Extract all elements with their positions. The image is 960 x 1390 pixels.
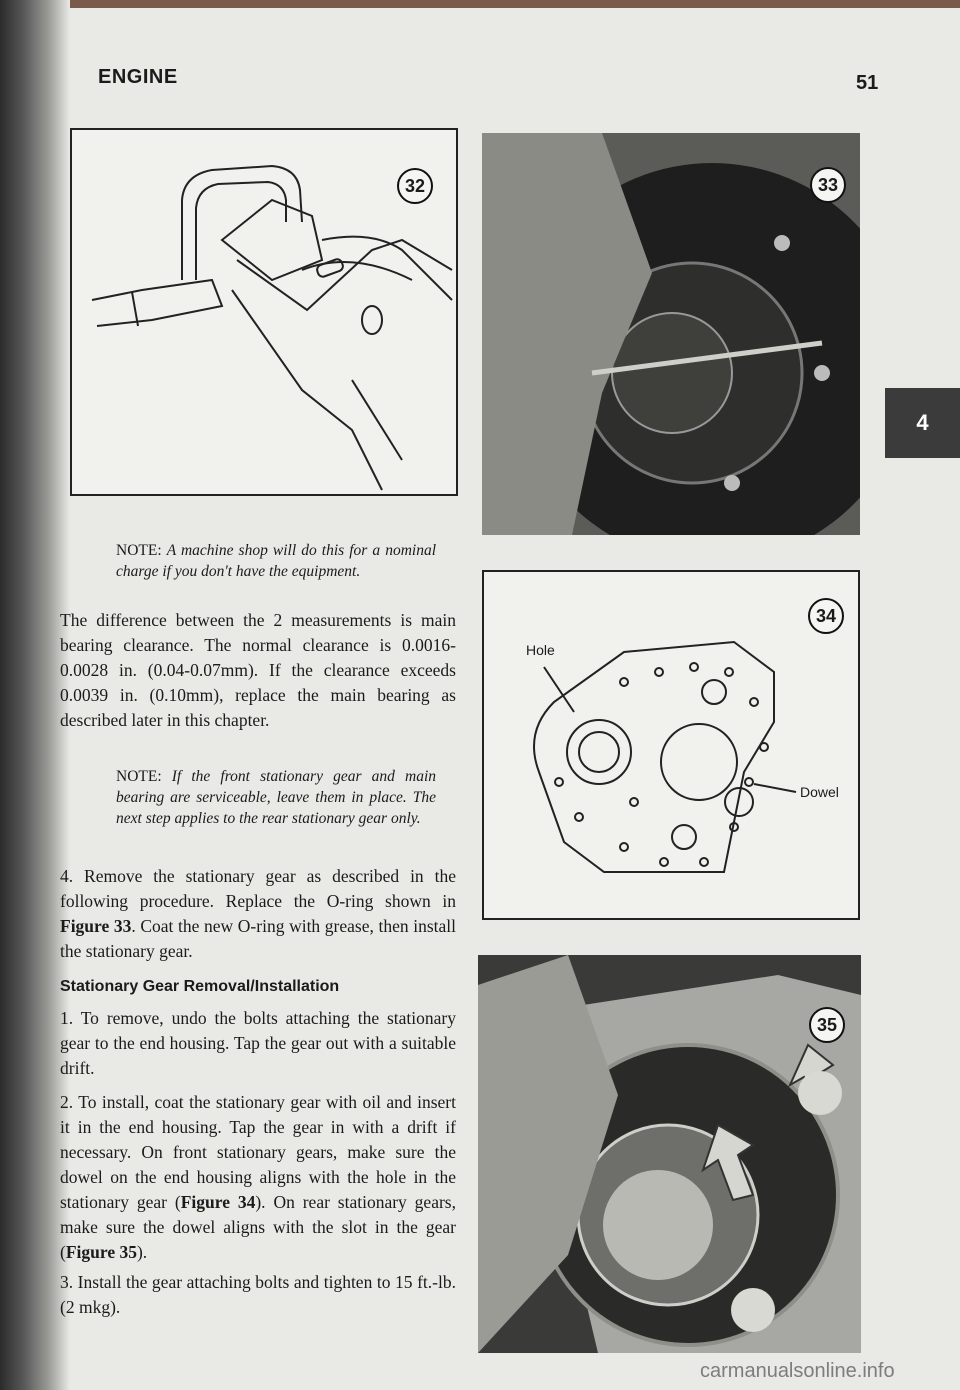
label-dowel: Dowel <box>800 784 839 800</box>
step-2-text-a: 2. To install, coat the stationary gear with oil and insert it in the end housing. Tap the gear in with a drift if necessary. On front stationary gears, make sure the dowel on the end housing aligns with the hole in the stationary gear ( <box>60 1092 456 1212</box>
note-1-label: NOTE: <box>116 542 162 559</box>
paragraph-clearance: The difference between the 2 measurements is main bearing clearance. The normal clearance is 0.0016-0.0028 in. (0.04-0.07mm). If the clearance exceeds 0.0039 in. (0.10mm), replace the main bearing as described later in this chapter. <box>60 610 456 730</box>
note-1 <box>116 540 436 582</box>
step-4 <box>60 864 456 964</box>
figure-34-number: 34 <box>808 598 844 634</box>
step-1: 1. To remove, undo the bolts attaching the stationary gear to the end housing. Tap the gear out with a suitable drift. <box>60 1008 456 1078</box>
step-2-figure-ref-34: Figure 34 <box>180 1192 256 1212</box>
note-2-body: If the front stationary gear and main bearing are serviceable, leave them in place. The next step applies to the rear stationary gear only. <box>116 768 437 827</box>
section-heading: Stationary Gear Removal/Installation <box>60 978 340 995</box>
note-2-label: NOTE: <box>116 768 162 785</box>
note-1-body: A machine shop will do this for a nominal charge if you don't have the equipment. <box>116 542 437 580</box>
step-2-figure-ref-35: Figure 35 <box>65 1242 137 1262</box>
step-2-text-b: ). On rear stationary gears, make sure the dowel aligns with the slot in the gear ( <box>60 1192 456 1262</box>
top-edge <box>0 0 960 8</box>
figure-35-number: 35 <box>809 1007 845 1043</box>
label-hole: Hole <box>526 642 555 658</box>
figure-34 <box>482 570 860 920</box>
figure-32 <box>70 128 458 496</box>
step-4-text-a: 4. Remove the stationary gear as described in the following procedure. Replace the O-ring shown in <box>60 866 456 911</box>
step-3: 3. Install the gear attaching bolts and tighten to 15 ft.-lb. (2 mkg). <box>60 1272 456 1317</box>
page-number: 51 <box>856 72 879 94</box>
step-4-figure-ref: Figure 33 <box>60 916 132 936</box>
step-2-text-c: ). <box>136 1242 148 1262</box>
stationary-gear-photo-35 <box>478 955 861 1353</box>
note-2 <box>116 766 436 829</box>
step-4-text-b: . Coat the new O-ring with grease, then install the stationary gear. <box>60 916 456 961</box>
figure-32-number: 32 <box>397 168 433 204</box>
step-2 <box>60 1090 456 1265</box>
running-header-section: ENGINE <box>98 66 178 88</box>
figure-35-photo <box>478 955 861 1353</box>
stationary-gear-photo-33 <box>482 133 860 535</box>
figure-33-photo <box>482 133 860 535</box>
end-housing-gasket-diagram <box>484 572 858 918</box>
watermark: carmanualsonline.info <box>700 1360 895 1382</box>
figure-33-number: 33 <box>810 167 846 203</box>
chapter-tab[interactable]: 4 <box>885 388 960 458</box>
